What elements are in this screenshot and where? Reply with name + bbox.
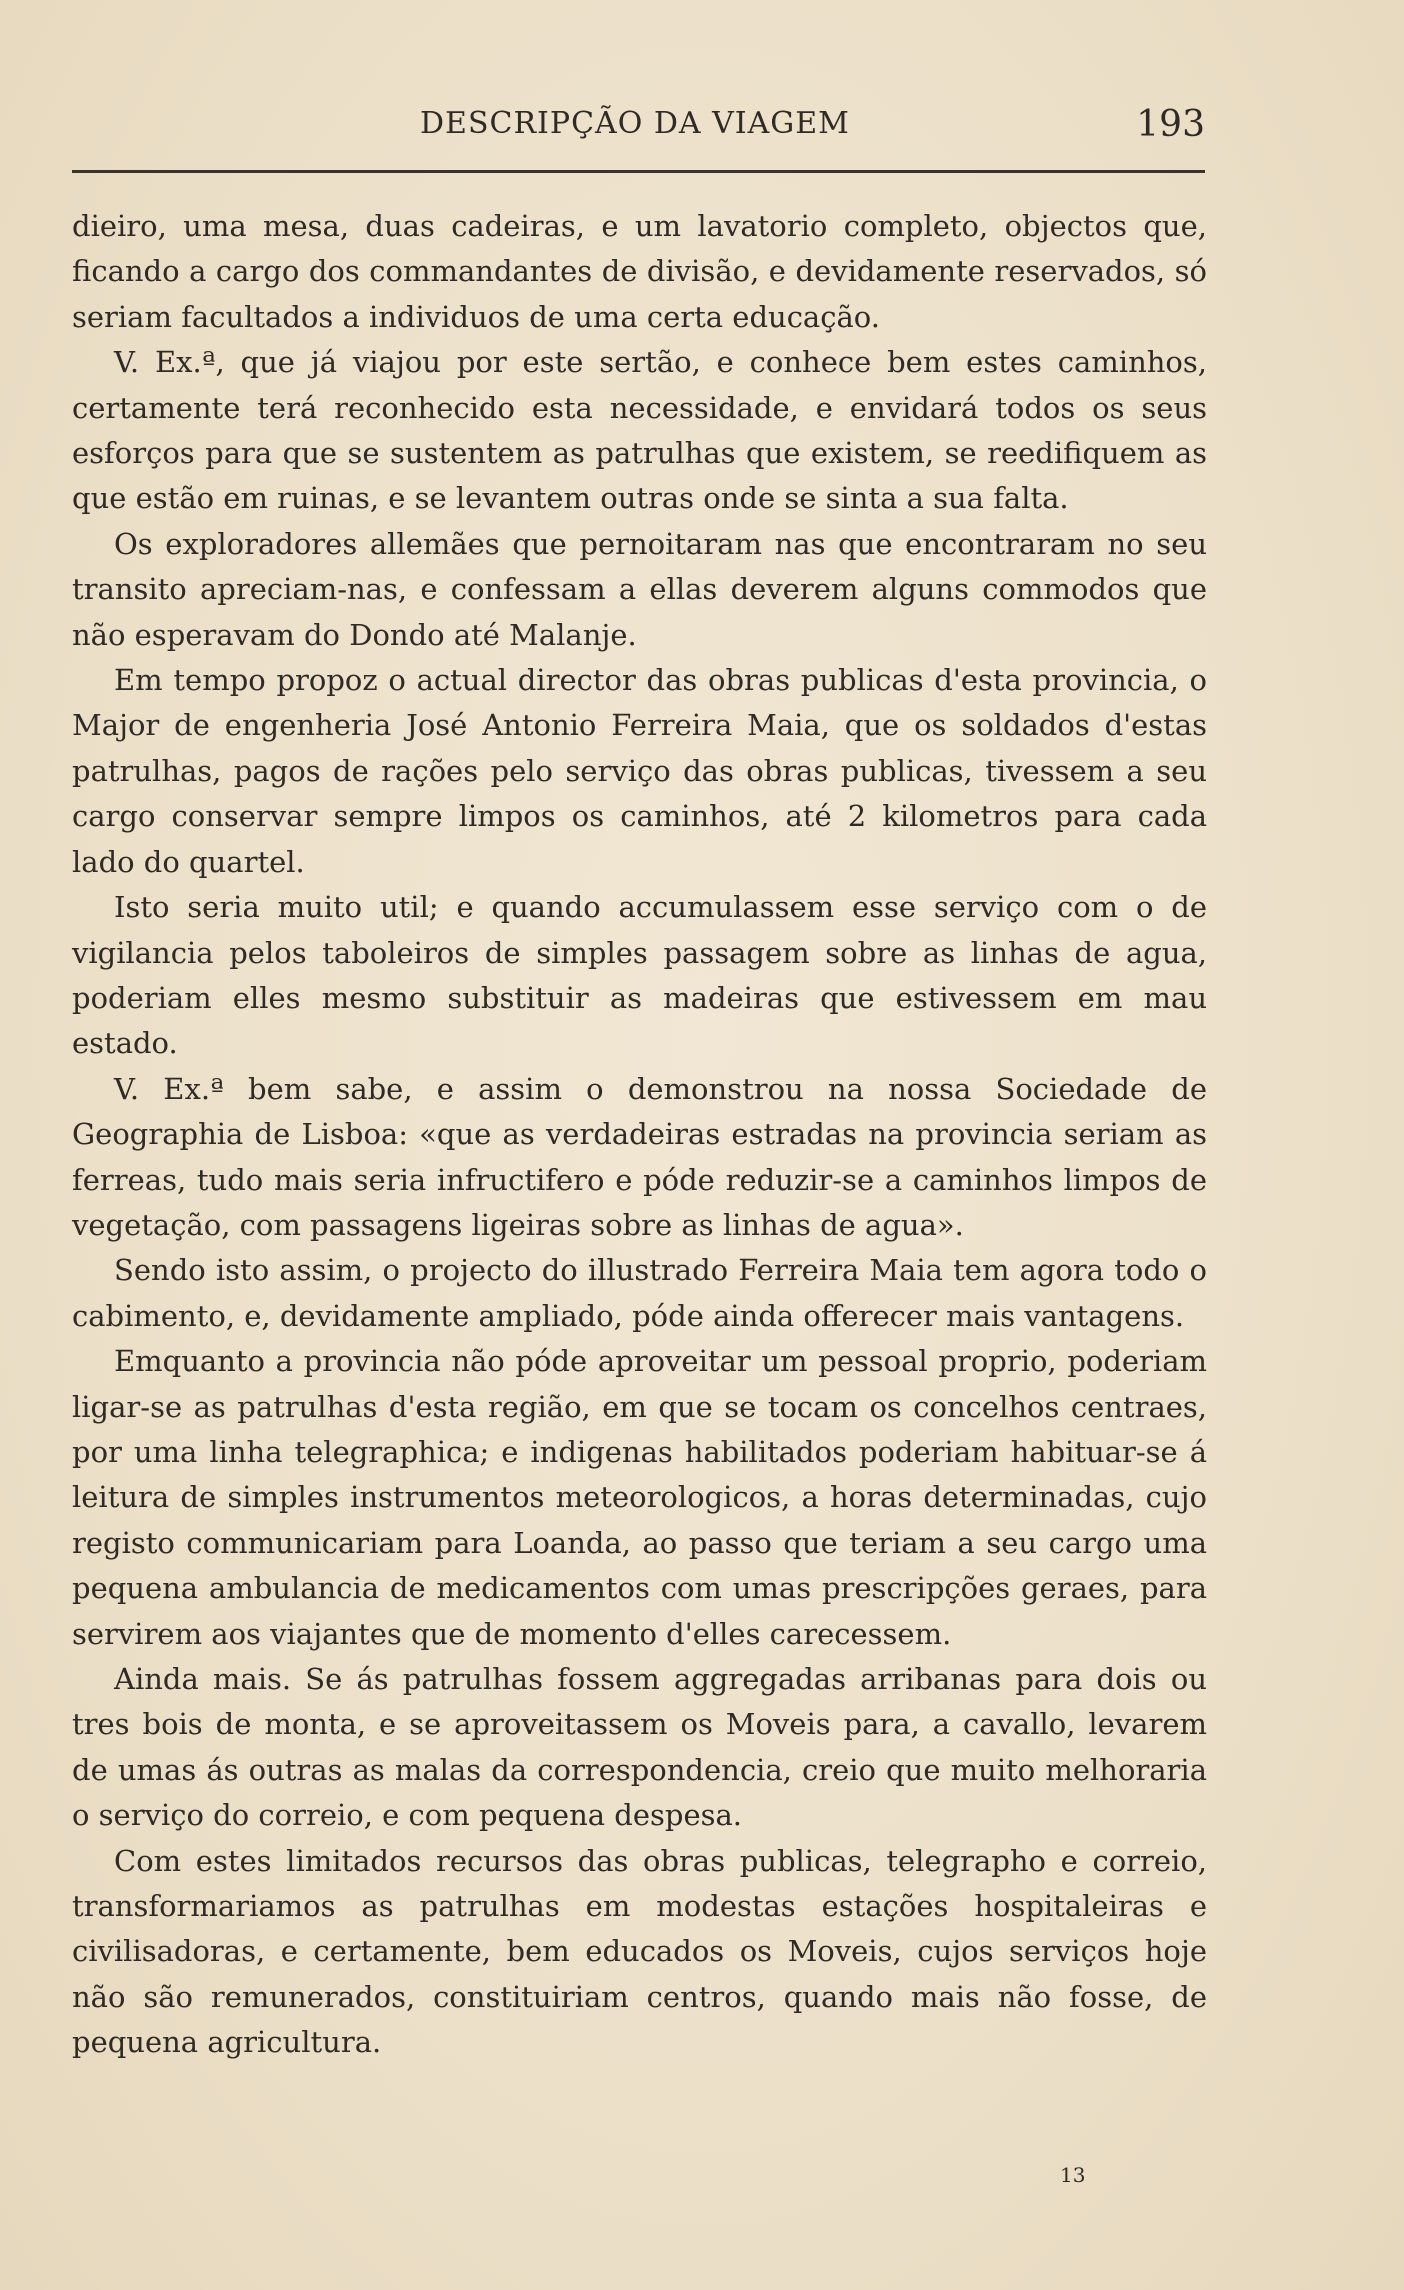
page-number: 193 [1136,104,1205,145]
paragraph: dieiro, uma mesa, duas cadeiras, e um lavatorio completo, objectos que, ficando a cargo dos commandantes de divisão, e devidamente reservados, só seriam facultados a individuos de uma certa educação. [72,209,1207,334]
paragraph: V. Ex.ª bem sabe, e assim o demonstrou na nossa Sociedade de Geographia de Lisboa: «que as verdadeiras estradas na provincia seriam as ferreas, tudo mais seria infructifero e póde reduzir-se a caminhos limpos de vegetação, com passagens ligeiras sobre as linhas de agua». [72,1071,1207,1242]
paragraph: Os exploradores allemães que pernoitaram nas que encontraram no seu transito apreciam-nas, e confessam a ellas deverem alguns commodos que não esperavam do Dondo até Malanje. [72,526,1207,652]
paragraph: V. Ex.ª, que já viajou por este sertão, e conhece bem estes caminhos, certamente terá reconhecido esta necessidade, e envidará todos os seus esforços para que se sustentem as patrulhas que existem, se reedifiquem as que estão em ruinas, e se levantem outras onde se sinta a sua falta. [72,345,1207,516]
body-text [72,204,1207,2066]
header-rule [72,170,1205,173]
paragraph: Em tempo propoz o actual director das obras publicas d'esta provincia, o Major de engenheria José Antonio Ferreira Maia, que os soldados d'estas patrulhas, pagos de rações pelo serviço das obras publicas, tivessem a seu cargo conservar sempre limpos os caminhos, até 2 kilometros para cada lado do quartel. [72,663,1207,879]
signature-mark: 13 [1060,2163,1086,2187]
paragraph: Emquanto a provincia não póde aproveitar um pessoal proprio, poderiam ligar-se as patrulhas d'esta região, em que se tocam os concelhos centraes, por uma linha telegraphica; e indigenas habilitados poderiam habituar-se á leitura de simples instrumentos meteorologicos, a horas determinadas, cujo registo communicariam para Loanda, ao passo que teriam a seu cargo uma pequena ambulancia de medicamentos com umas prescripções geraes, para servirem aos viajantes que de momento d'elles carecessem. [72,1344,1207,1651]
paragraph: Com estes limitados recursos das obras publicas, telegrapho e correio, transformariamos as patrulhas em modestas estações hospitaleiras e civilisadoras, e certamente, bem educados os Moveis, cujos serviços hoje não são remunerados, constituiriam centros, quando mais não fosse, de pequena agricultura. [72,1843,1207,2060]
running-title: DESCRIPÇÃO DA VIAGEM [420,106,850,141]
paragraph: Ainda mais. Se ás patrulhas fossem aggregadas arribanas para dois ou tres bois de monta, e se aproveitassem os Moveis para, a cavallo, levarem de umas ás outras as malas da correspondencia, creio que muito melhoraria o serviço do correio, e com pequena despesa. [72,1662,1207,1833]
paragraph: Isto seria muito util; e quando accumulassem esse serviço com o de vigilancia pelos taboleiros de simples passagem sobre as linhas de agua, poderiam elles mesmo substituir as madeiras que estivessem em mau estado. [72,890,1207,1061]
paragraph: Sendo isto assim, o projecto do illustrado Ferreira Maia tem agora todo o cabimento, e, devidamente ampliado, póde ainda offerecer mais vantagens. [72,1253,1207,1333]
page-header [70,100,1205,160]
